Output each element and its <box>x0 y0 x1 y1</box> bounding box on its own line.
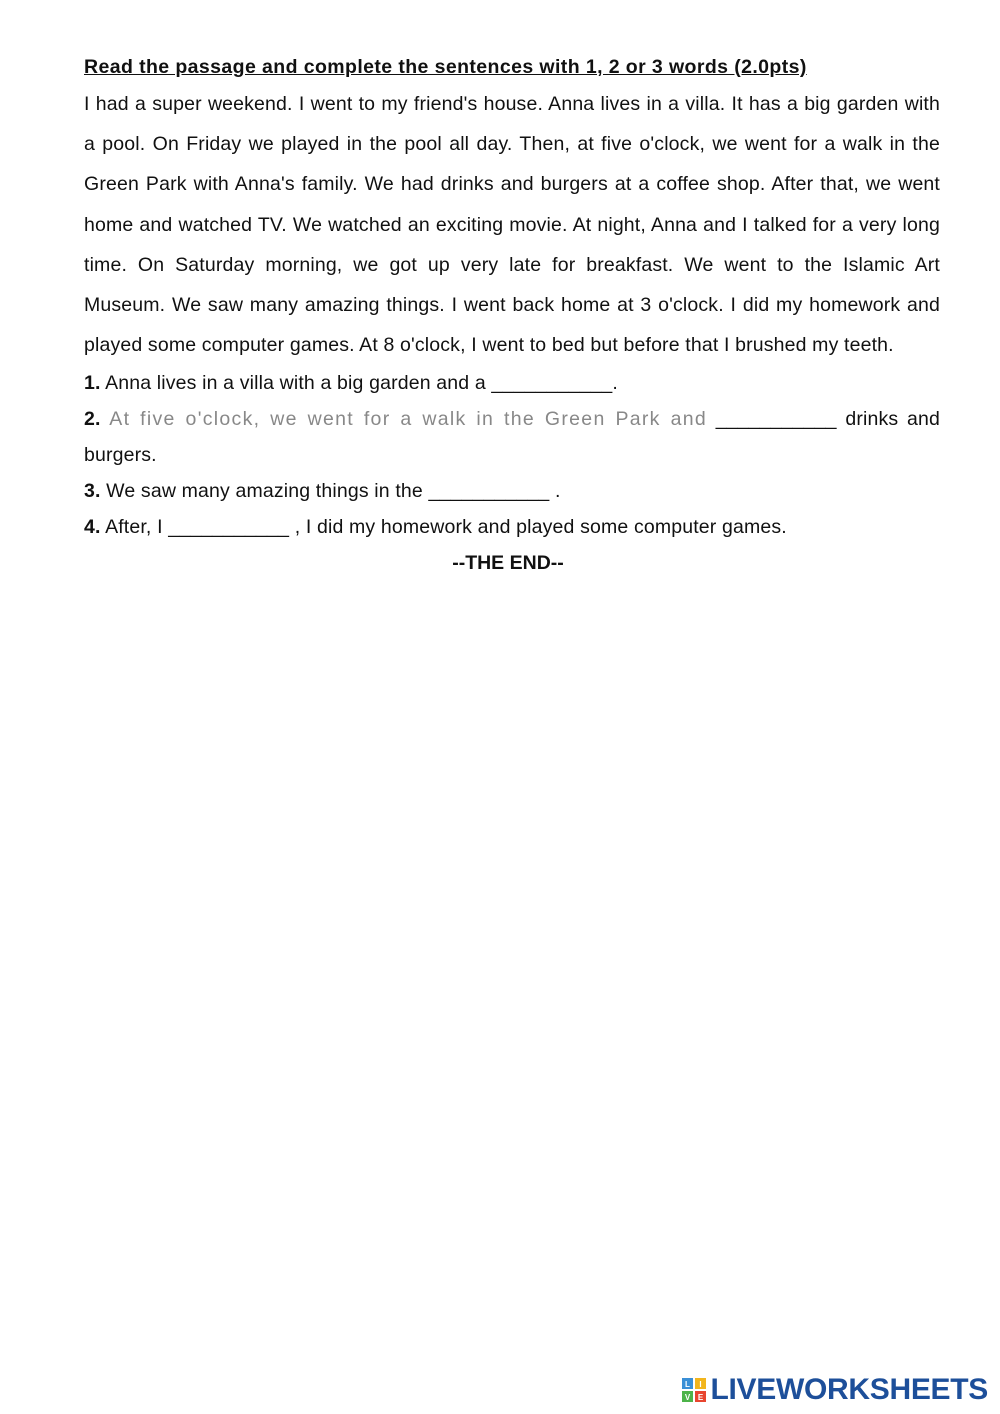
svg-text:L: L <box>684 1380 690 1389</box>
question-text: ___________ drinks and burgers. <box>84 408 940 467</box>
question-number: 4. <box>84 516 101 539</box>
question-text: We saw many amazing things in the ___________ . <box>106 480 561 503</box>
svg-text:E: E <box>697 1393 703 1402</box>
instructions-heading: Read the passage and complete the sentences with 1, 2 or 3 words (2.0pts) <box>84 56 807 78</box>
question-text: After, I ___________ , I did my homework and played some computer games. <box>105 516 787 539</box>
question-number: 3. <box>84 480 101 503</box>
question-2 <box>84 401 940 473</box>
question-text-light: At five o'clock, we went for a walk in the Green Park and <box>109 408 708 431</box>
question-3 <box>84 473 940 509</box>
svg-text:V: V <box>684 1393 690 1402</box>
question-text: Anna lives in a villa with a big garden and a ___________. <box>105 372 618 395</box>
svg-text:I: I <box>698 1380 702 1389</box>
liveworksheets-brand <box>681 1372 989 1408</box>
question-number: 2. <box>84 408 101 431</box>
question-1 <box>84 365 940 401</box>
question-4 <box>84 509 940 545</box>
worksheet <box>84 52 940 581</box>
question-number: 1. <box>84 372 101 395</box>
brand-name: LIVEWORKSHEETS <box>710 1373 988 1406</box>
end-marker: --THE END-- <box>452 552 564 575</box>
reading-passage: I had a super weekend. I went to my friend's house. Anna lives in a villa. It has a big garden with a pool. On Friday we played in the pool all day. Then, at five o'clock, we went for a walk in the Green Park with Anna's family. We had drinks and burgers at a coffee shop. After that, we went home and watched TV. We watched an exciting movie. At night, Anna and I talked for a very long time. On Saturday morning, we got up very late for breakfast. We went to the Islamic Art Museum. We saw many amazing things. I went back home at 3 o'clock. I did my homework and played some computer games. At 8 o'clock, I went to bed but before that I brushed my teeth. <box>84 93 940 357</box>
liveworksheets-logo-icon <box>681 1377 707 1403</box>
